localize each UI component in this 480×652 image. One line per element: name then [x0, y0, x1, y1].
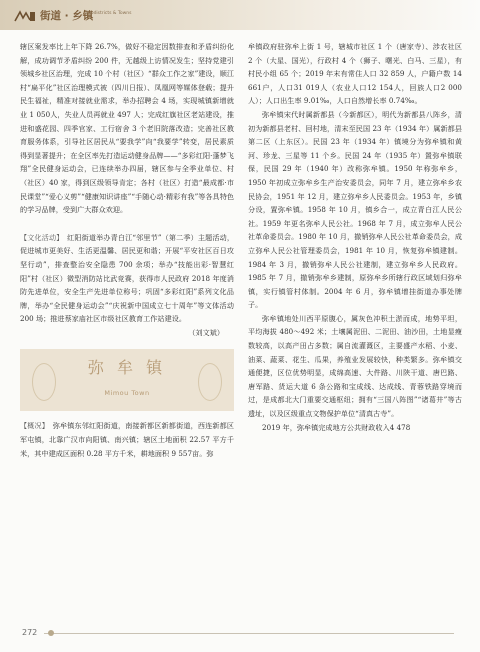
page-number: 272: [22, 628, 38, 637]
overview-text: 弥牟镇东邻红阳街道，南接新都区新都街道，西连新都区军屯镇，北靠广汉市向阳镇、南兴镇；辖区土地面积 22.57 平方千米，其中建成区面积 0.28 平方千米，耕地面积 9 557亩。弥: [20, 421, 234, 458]
culture-text: 红阳街道举办青白江“邻里节”（第二季）主题活动，促进城市更美好、生活更温馨、居民更和谐；开展“平安社区百日攻坚行动”，排查整治安全隐患 700 余项；举办“技能出彩·智慧红阳”村（社区）微型消防站比武竞赛，获得市人民政府 2018 年度消防先进单位，安全生产先进单位称号；巩固“多彩红阳”系列文化品牌，举办“全民健身运动会”“庆祝新中国成立七十周年”等文体活动 200 场；推进蔡家庙社区市级社区教育工作站建设。: [20, 232, 234, 324]
culture-tag: 【文化活动】: [20, 232, 60, 242]
author-credit: （刘文斌）: [188, 327, 224, 337]
left-paragraph: 辖区案发率比上年下降 26.7%，做好不稳定因数排查和矛盾纠纷化解，成功调节矛盾纠纷 200 件，无越级上访情况发生；坚持党建引领城乡社区治理，完成 10 个村（社区）“群众工作之家”建设，顺江村“扁平化”社区治理模式被（四川日报）、凤凰网等媒体登载；提升民生福祉，精准对接就业需求，举办招聘会 4 场，实现城镇新增就业 1 050人，失业人员再就业 497 人；完成红旗社区老站建设，推进和盛花园、四季官家、工行宿舍 3 个老旧院落改造；完善社区教育服务体系，引导社区居民从“要我学”向“我要学”转变，居民素质得到显著提升；在全区率先打造运动健身品牌——“多彩红阳·蓬梦飞翔”全民健身运动会，已连续举办四届，辖区参与全季业单位、村（社区）40 家，得到区级领导肯定；各村（社区）打造“最成都·市民课堂”“爱心义剪”“健康知识讲座”“手随心动·精彩有我”等各具特色的学习品牌，受到广大群众欢迎。: [20, 42, 234, 215]
right-paragraph-2: 弥牟镇宋代时属新都县（今新都区），明代为新都县八阵乡，清初为新都县老村、回村地，清末至民国 23 年（1934 年）属新都县第二区（上东区）。民国 23 年（1934 年）镇境分为弥牟镇和黄河、珍龙、三星等 11 个乡。民国 24 年（1935 年）置弥牟镇联保，民国 29 年（1940 年）改称弥牟镇。1950 年称弥牟乡，1950 年初成立弥牟乡生产治安委员会，同年 7 月，建立弥牟乡农民协会，1951 年 12 月，建立弥牟乡人民委员会。1953 年，乡镇分设，置弥牟镇。1958 年 10 月，镇乡合一，成立青白江人民公社。1959 年更名弥牟人民公社。1968 年 7 月，成立弥牟人民公社革命委员会。1980 年 10 月，撤销弥牟人民公社革命委员会，成立弥牟人民公社管理委员会，1981 年 10 月，恢复弥牟镇建制。1984 年 3 月，撤销弥牟人民公社建制，建立弥牟乡人民政府。1985 年 7 月，撤销弥牟乡建制，原弥牟乡所辖行政区域划归弥牟镇，实行镇管村体制。2004 年 6 月，弥牟镇增挂街道办事处牌子。: [248, 109, 462, 310]
culture-paragraph: [20, 231, 234, 340]
section-title: 街道 · 乡镇: [40, 10, 94, 22]
right-paragraph-3: 弥牟镇地处川西平原腹心，属灰色冲积土淤而成，地势平坦，平均海拔 480～492 米；土壤属泥田、二泥田、油沙田，土地显瘦数较高，以高产田占多数；属自流灌溉区，主要盛产水稻、小麦、油菜、蔬菜、花生、瓜果，养殖业发展较快，种类繁多。弥牟镇交通便捷，区位优势明显，成绵高速、大件路、川陕干道、唐巴路、唐军路、货运大道 6 条公路和宝成线、达成线、青蓉铁路穿境而过，是成都北大门重要交通枢纽；拥有“三国八阵图”“诸葛井”等古遗址，以及区级重点文物保护单位“清真古寺”。: [248, 313, 462, 419]
right-paragraph-4: 2019 年，弥牟镇完成地方公共财政收入4 478: [262, 422, 411, 432]
right-paragraph-1: 牟镇政府驻弥牟上街 1 号，辖城市社区 1 个（唐家寺）、涉农社区 2 个（大星、国光），行政村 4 个（狮子、曙光、白马、三星），有村民小组 65 个；2019 年末有常住人口 32 859 人，户籍户数 14 661户，人口31 019人（农业人口12 154人，回族人口2 000人）；人口出生率 9.01‰，人口自然增长率 0.74‰。: [248, 42, 462, 106]
town-english-name: Mimou Town: [104, 389, 150, 398]
right-column: [248, 40, 462, 434]
overview-tag: 【概况】: [20, 421, 46, 431]
footer-dot-ornament: [48, 630, 54, 636]
footer-rule: [44, 633, 454, 634]
left-column: [20, 40, 234, 460]
section-subtitle: Subdistricts & Towns: [85, 11, 132, 16]
town-name: 弥 牟 镇: [87, 358, 167, 378]
overview-paragraph: [20, 419, 234, 460]
town-heading-box: [20, 349, 234, 411]
book-logo-icon: [14, 9, 36, 23]
